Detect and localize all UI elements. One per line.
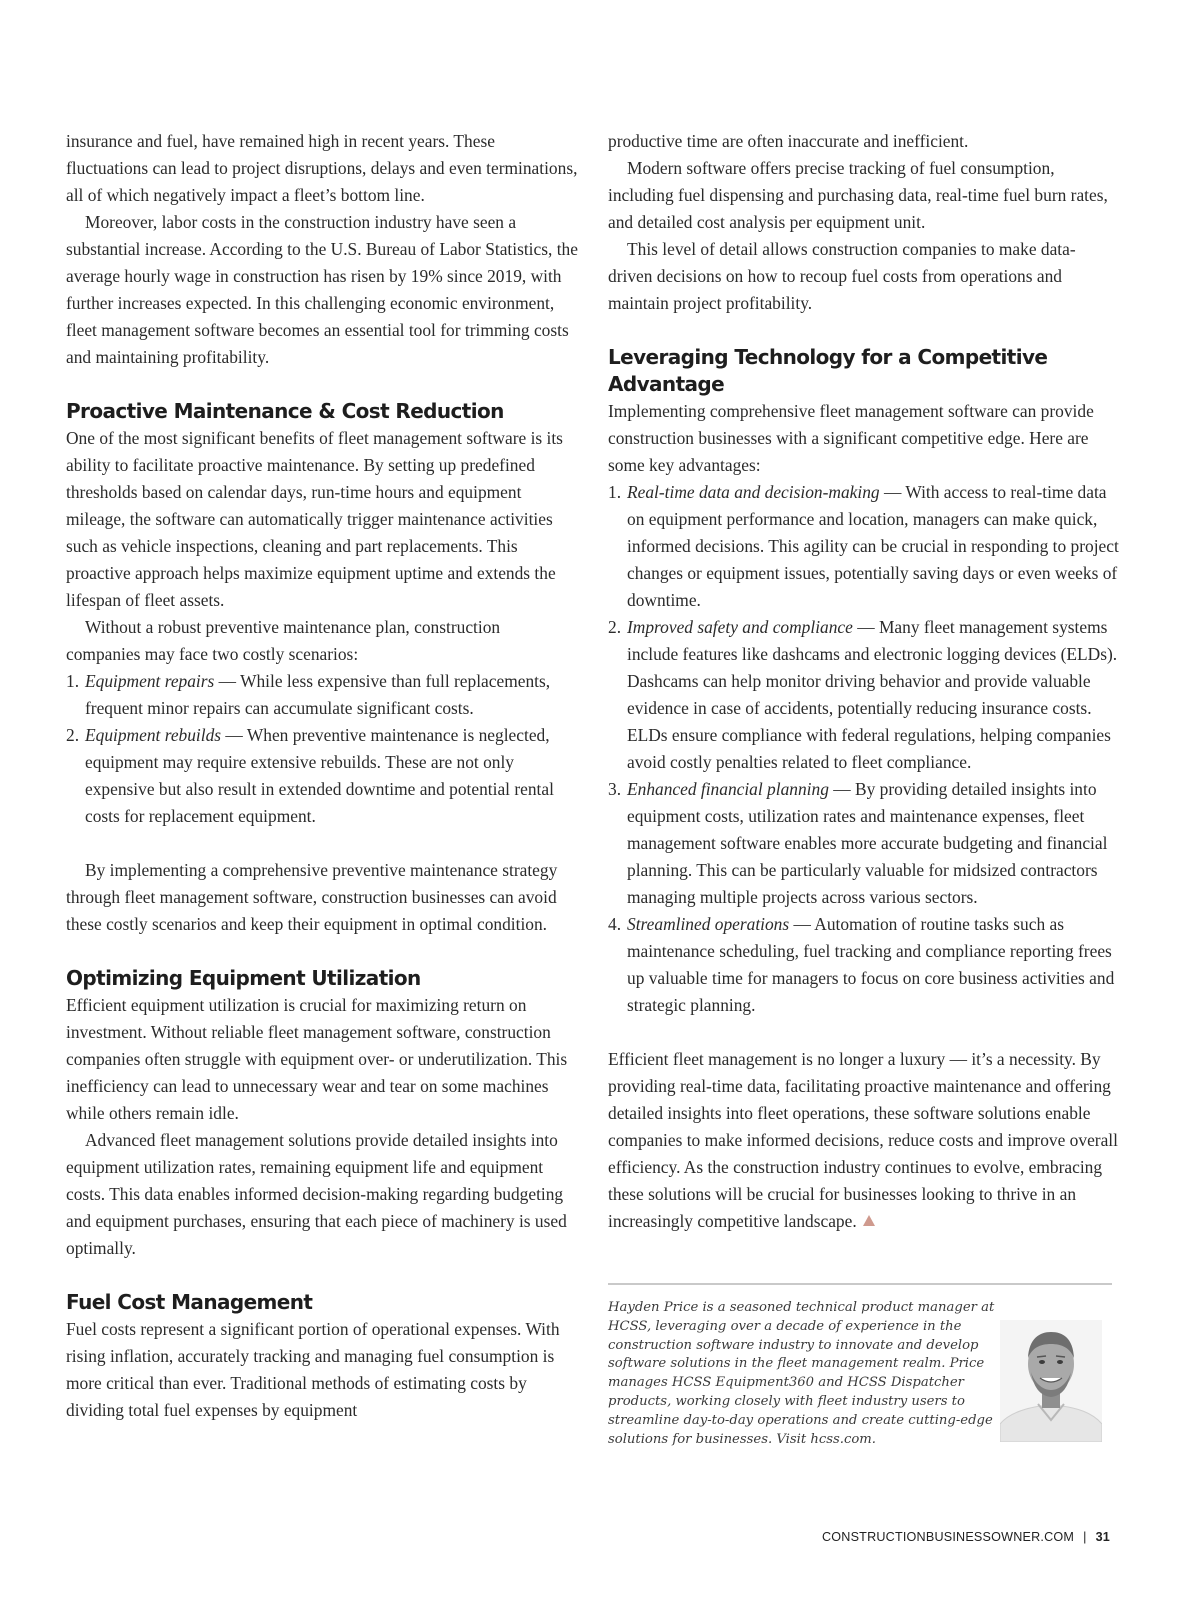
scenario-list: [66, 668, 578, 830]
intro-paragraph-1: insurance and fuel, have remained high in recent years. These fluctuations can lead to project disruptions, delays and even terminations, all of which negatively impact a fleet’s bottom line.: [66, 131, 578, 205]
list-item: 3. Enhanced financial planning — By providing detailed insights into equipment costs, utilization rates and maintenance expenses, fleet management software enables more accurate budgeting and financial planning. This can be particularly valuable for midsized contractors managing multiple projects across various sectors.: [608, 779, 1108, 907]
proactive-paragraph-2: Without a robust preventive maintenance plan, construction companies may face two costly scenarios:: [66, 617, 501, 664]
right-column: [608, 128, 1120, 1235]
fuel-paragraph-3: This level of detail allows construction companies to make data-driven decisions on how to recoup fuel costs from operations and maintain project profitability.: [608, 239, 1076, 313]
proactive-paragraph-1: One of the most significant benefits of fleet management software is its ability to facilitate proactive maintenance. By setting up predefined thresholds based on calendar days, run-time hours and equipment mileage, the software can automatically trigger maintenance activities such as vehicle inspections, cleaning and part replacements. This proactive approach helps maximize equipment uptime and extends the lifespan of fleet assets.: [66, 428, 563, 610]
author-bio: Hayden Price is a seasoned technical product manager at HCSS, leveraging over a decade of experience in the construction software industry to innovate and develop software solutions in the fleet management realm. Price manages HCSS Equipment360 and HCSS Dispatcher products, working closely with fleet industry users to streamline day-to-day operations and create cutting-edge solutions for businesses. Visit hcss.com.: [608, 1300, 995, 1447]
leveraging-paragraph-1: Implementing comprehensive fleet management software can provide construction businesses with a significant competitive edge. Here are some key advantages:: [608, 401, 1094, 475]
left-column: [66, 128, 578, 1424]
list-item: 1. Real-time data and decision-making — With access to real-time data on equipment performance and location, managers can make quick, informed decisions. This agility can be crucial in responding to project changes or equipment issues, potentially saving days or even weeks of downtime.: [608, 482, 1119, 610]
proactive-paragraph-3: By implementing a comprehensive preventive maintenance strategy through fleet management software, construction businesses can avoid these costly scenarios and keep their equipment in optimal condition.: [66, 860, 558, 934]
list-item: 1. Equipment repairs — While less expensive than full replacements, frequent minor repairs can accumulate significant costs.: [66, 671, 551, 718]
footer-separator: |: [1083, 1530, 1087, 1544]
author-photo: [1000, 1320, 1102, 1442]
list-item: 2. Equipment rebuilds — When preventive maintenance is neglected, equipment may require extensive rebuilds. These are not only expensive but also result in extended downtime and potential rental costs for replacement equipment.: [66, 725, 554, 826]
heading-equipment-utilization: Optimizing Equipment Utilization: [66, 966, 421, 990]
utilization-paragraph-2: Advanced fleet management solutions provide detailed insights into equipment utilization rates, remaining equipment life and equipment costs. This data enables informed decision-making regarding budgeting and equipment purchases, ensuring that each piece of machinery is used optimally.: [66, 1130, 567, 1258]
fuel-paragraph-1: Fuel costs represent a significant portion of operational expenses. With rising inflation, accurately tracking and managing fuel consumption is more critical than ever. Traditional methods of estimating costs by dividing total fuel expenses by equipment: [66, 1319, 560, 1420]
bio-divider: [608, 1283, 1112, 1285]
footer-site: CONSTRUCTIONBUSINESSOWNER.COM: [822, 1530, 1075, 1544]
page-number: 31: [1095, 1530, 1110, 1544]
utilization-paragraph-1: Efficient equipment utilization is crucial for maximizing return on investment. Without reliable fleet management software, construction companies often struggle with equipment over- or underutilization. This inefficiency can lead to unnecessary wear and tear on some machines while others remain idle.: [66, 995, 568, 1123]
heading-fuel-cost: Fuel Cost Management: [66, 1290, 313, 1314]
heading-proactive-maintenance: Proactive Maintenance & Cost Reduction: [66, 399, 504, 423]
advantages-list: [608, 479, 1120, 1019]
conclusion-paragraph: Efficient fleet management is no longer a luxury — it’s a necessity. By providing real-time data, facilitating proactive maintenance and offering detailed insights into fleet operations, these software solutions enable companies to make informed decisions, reduce costs and improve overall efficiency. As the construction industry continues to evolve, embracing these solutions will be crucial for businesses looking to thrive in an increasingly competitive landscape.: [608, 1049, 1118, 1231]
heading-leveraging-technology: Leveraging Technology for a Competitive Advantage: [608, 345, 1048, 396]
list-item: 4. Streamlined operations — Automation of routine tasks such as maintenance scheduling, fuel tracking and compliance reporting frees up valuable time for managers to focus on core business activities and strategic planning.: [608, 914, 1115, 1015]
fuel-paragraph-2: Modern software offers precise tracking of fuel consumption, including fuel dispensing and purchasing data, real-time fuel burn rates, and detailed cost analysis per equipment unit.: [608, 158, 1108, 232]
page-footer: [822, 1530, 1110, 1544]
fuel-continued-paragraph: productive time are often inaccurate and inefficient.: [608, 131, 969, 151]
list-item: 2. Improved safety and compliance — Many fleet management systems include features like dashcams and electronic logging devices (ELDs). Dashcams can help monitor driving behavior and provide valuable evidence in case of accidents, potentially reducing insurance costs. ELDs ensure compliance with federal regulations, helping companies avoid costly penalties related to fleet compliance.: [608, 617, 1118, 772]
end-mark-icon: [863, 1215, 875, 1226]
intro-paragraph-2: Moreover, labor costs in the construction industry have seen a substantial increase. According to the U.S. Bureau of Labor Statistics, the average hourly wage in construction has risen by 19% since 2019, with further increases expected. In this challenging economic environment, fleet management software becomes an essential tool for trimming costs and maintaining profitability.: [66, 212, 578, 367]
